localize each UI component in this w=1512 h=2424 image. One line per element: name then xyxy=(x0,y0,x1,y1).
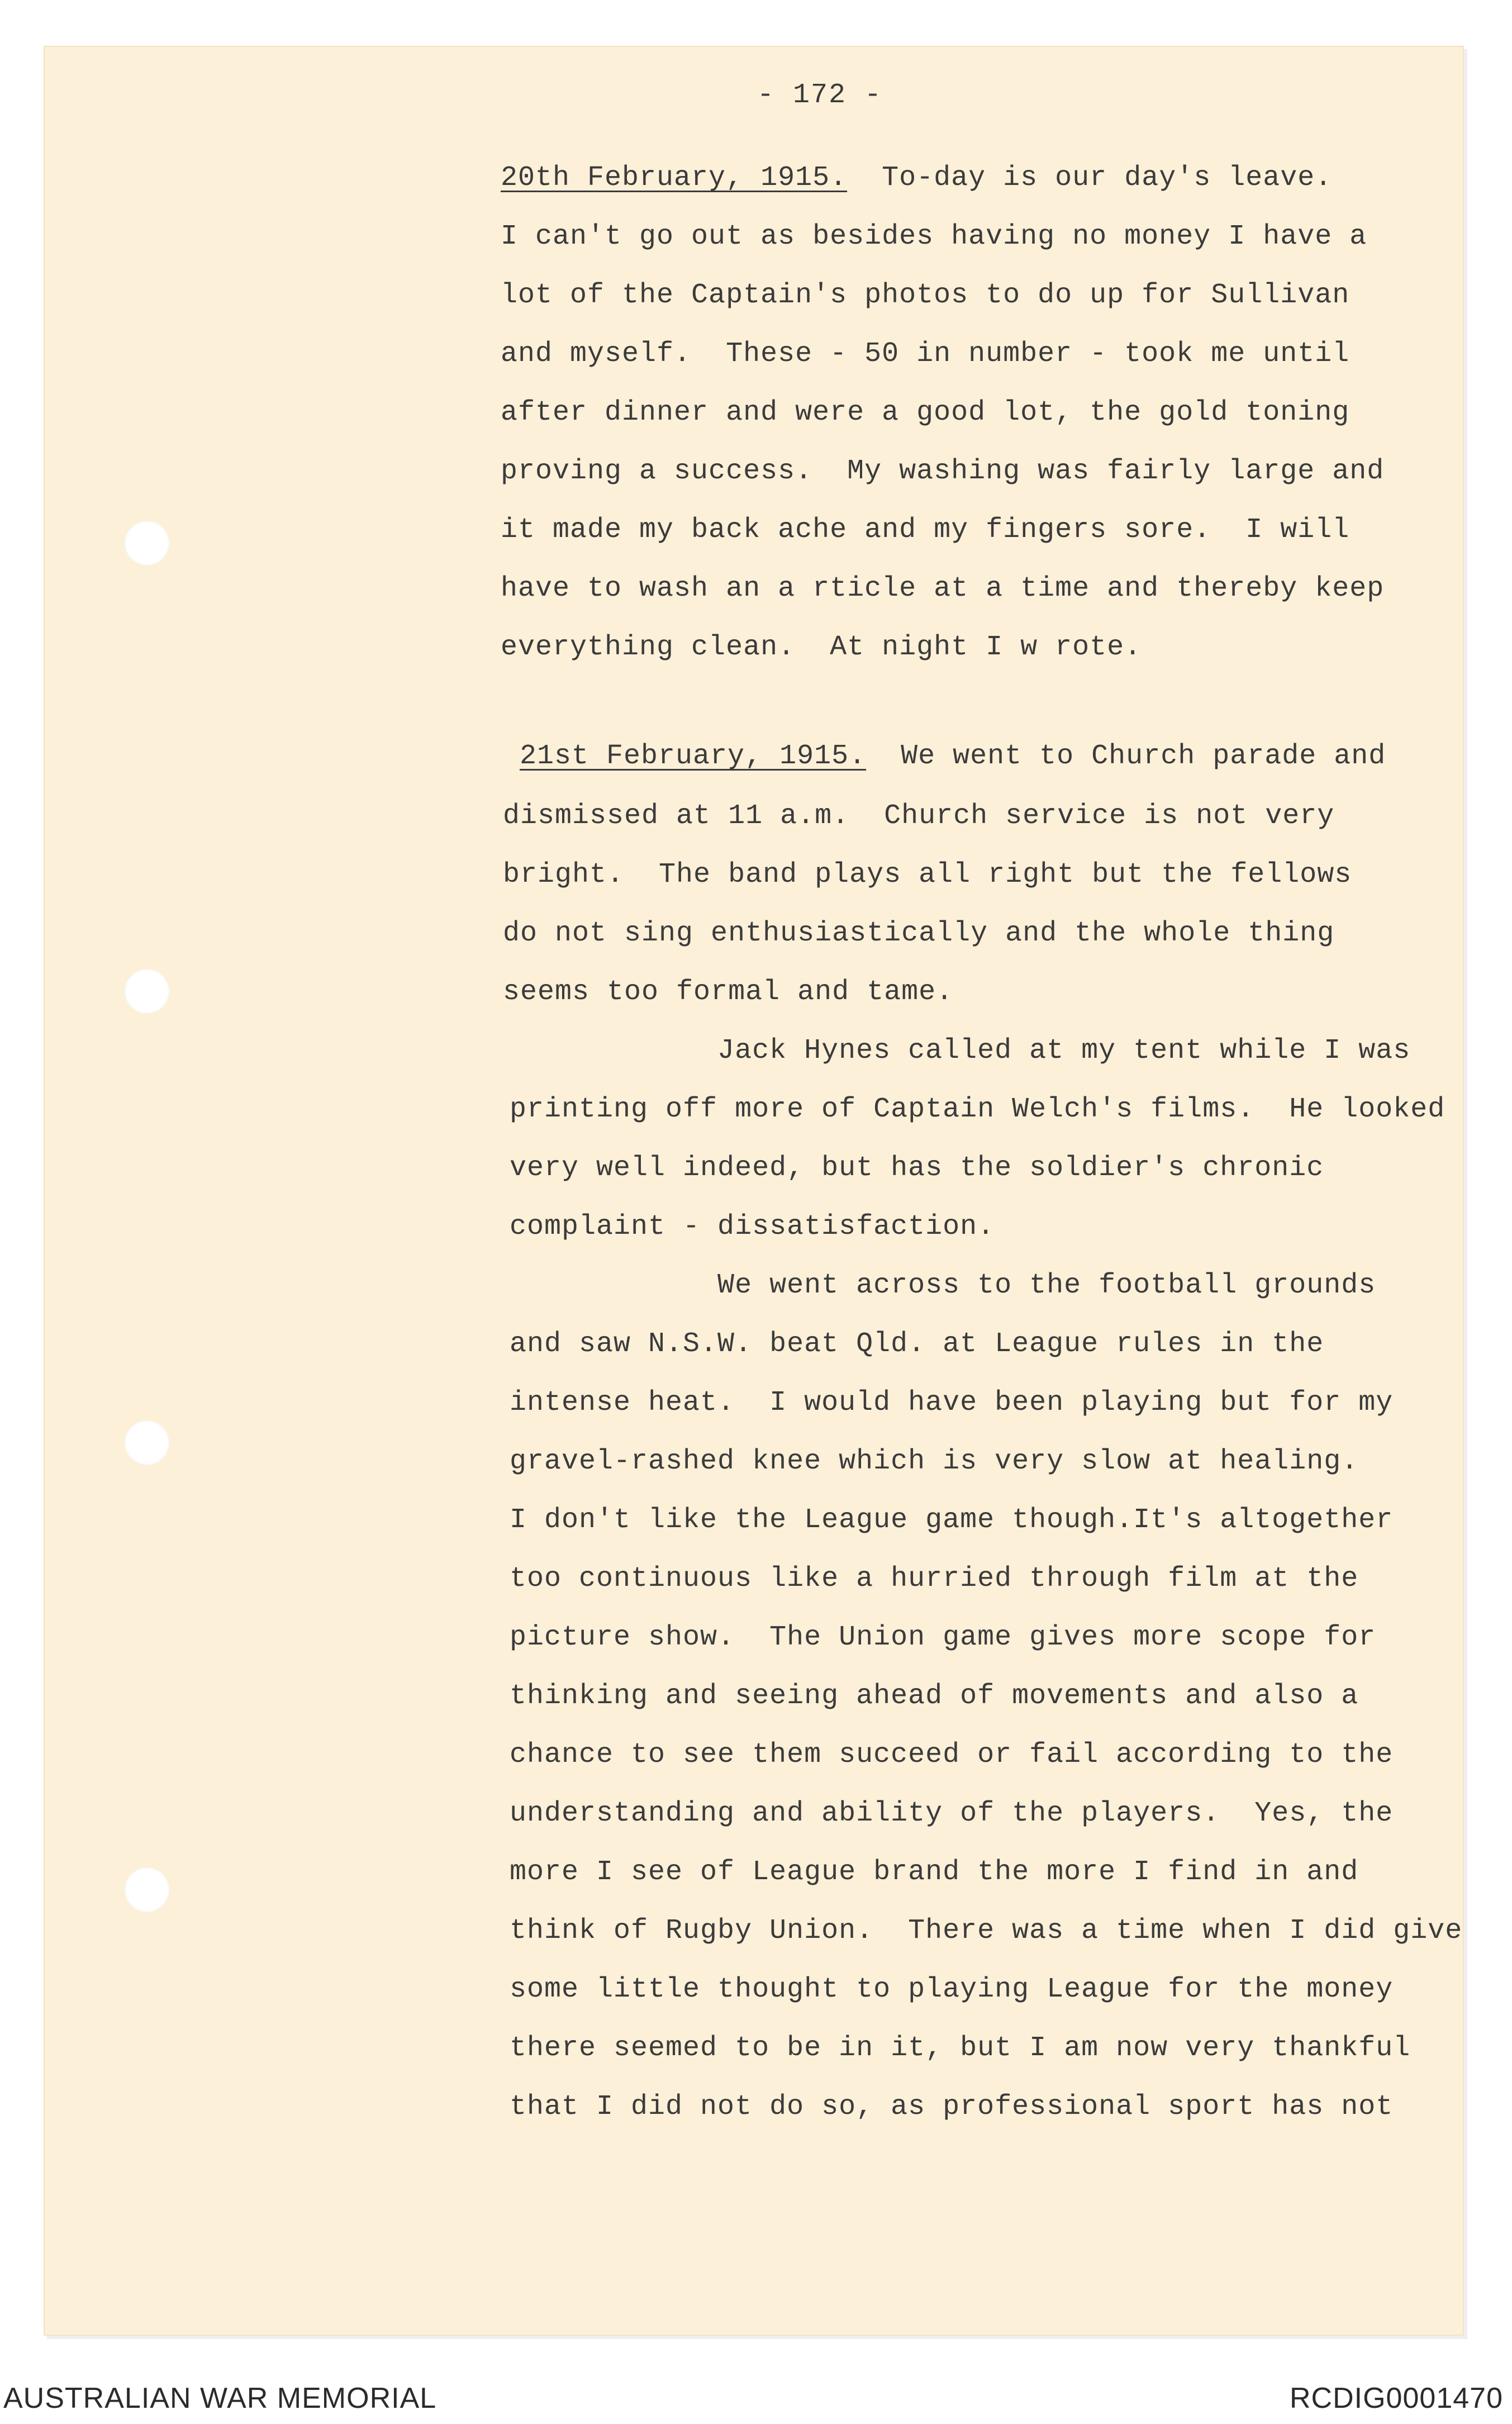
entry-first-line: To-day is our day's leave. xyxy=(847,162,1333,194)
text-line: I don't like the League game though.It's altogether xyxy=(510,1504,1394,1536)
text-line: too continuous like a hurried through film at the xyxy=(510,1563,1359,1595)
footer-institution: AUSTRALIAN WAR MEMORIAL xyxy=(3,2382,437,2415)
text-line: do not sing enthusiastically and the whole thing xyxy=(503,918,1335,949)
entry-1-heading xyxy=(501,162,1332,194)
text-line: seems too formal and tame. xyxy=(503,976,954,1008)
text-line: dismissed at 11 a.m. Church service is not very xyxy=(503,800,1335,832)
text-line: and myself. These - 50 in number - took me until xyxy=(501,338,1350,370)
text-line: complaint - dissatisfaction. xyxy=(510,1211,995,1243)
text-line: chance to see them succeed or fail according to the xyxy=(510,1739,1394,1771)
page-number: - 172 - xyxy=(757,79,883,111)
text-line: that I did not do so, as professional sport has not xyxy=(510,2091,1394,2123)
text-line: lot of the Captain's photos to do up for Sullivan xyxy=(501,279,1350,311)
text-line: understanding and ability of the players. Yes, the xyxy=(510,1798,1394,1829)
footer-record-id: RCDIG0001470 xyxy=(1290,2382,1503,2415)
text-line: gravel-rashed knee which is very slow at healing. xyxy=(510,1446,1359,1477)
punch-hole-2 xyxy=(125,969,169,1014)
text-line: it made my back ache and my fingers sore. I will xyxy=(501,514,1350,546)
entry-date: 21st February, 1915. xyxy=(520,740,867,772)
punch-hole-1 xyxy=(125,521,169,565)
text-line: there seemed to be in it, but I am now very thankful xyxy=(510,2032,1411,2064)
text-line: Jack Hynes called at my tent while I was xyxy=(510,1035,1411,1067)
text-line: printing off more of Captain Welch's films. He looked xyxy=(510,1094,1446,1125)
entry-2-heading xyxy=(520,740,1386,772)
punch-hole-4 xyxy=(125,1867,169,1912)
text-line: have to wash an a rticle at a time and thereby keep xyxy=(501,573,1385,605)
entry-first-line: We went to Church parade and xyxy=(866,740,1386,772)
text-line: very well indeed, but has the soldier's chronic xyxy=(510,1152,1324,1184)
punch-hole-3 xyxy=(125,1420,169,1465)
text-line: after dinner and were a good lot, the gold toning xyxy=(501,397,1350,429)
text-line: intense heat. I would have been playing but for my xyxy=(510,1387,1394,1419)
text-line: some little thought to playing League for the money xyxy=(510,1974,1394,2005)
text-line: and saw N.S.W. beat Qld. at League rules in the xyxy=(510,1328,1324,1360)
text-line: picture show. The Union game gives more scope for xyxy=(510,1622,1376,1653)
text-line: bright. The band plays all right but the fellows xyxy=(503,859,1352,891)
text-line: more I see of League brand the more I find in and xyxy=(510,1856,1359,1888)
text-line: everything clean. At night I w rote. xyxy=(501,631,1142,663)
text-line: proving a success. My washing was fairly large and xyxy=(501,455,1385,487)
text-line: We went across to the football grounds xyxy=(510,1270,1376,1301)
text-line: think of Rugby Union. There was a time when I did give xyxy=(510,1915,1463,1947)
text-line: I can't go out as besides having no money I have a xyxy=(501,221,1367,253)
text-line: thinking and seeing ahead of movements and also a xyxy=(510,1680,1359,1712)
entry-date: 20th February, 1915. xyxy=(501,162,848,194)
